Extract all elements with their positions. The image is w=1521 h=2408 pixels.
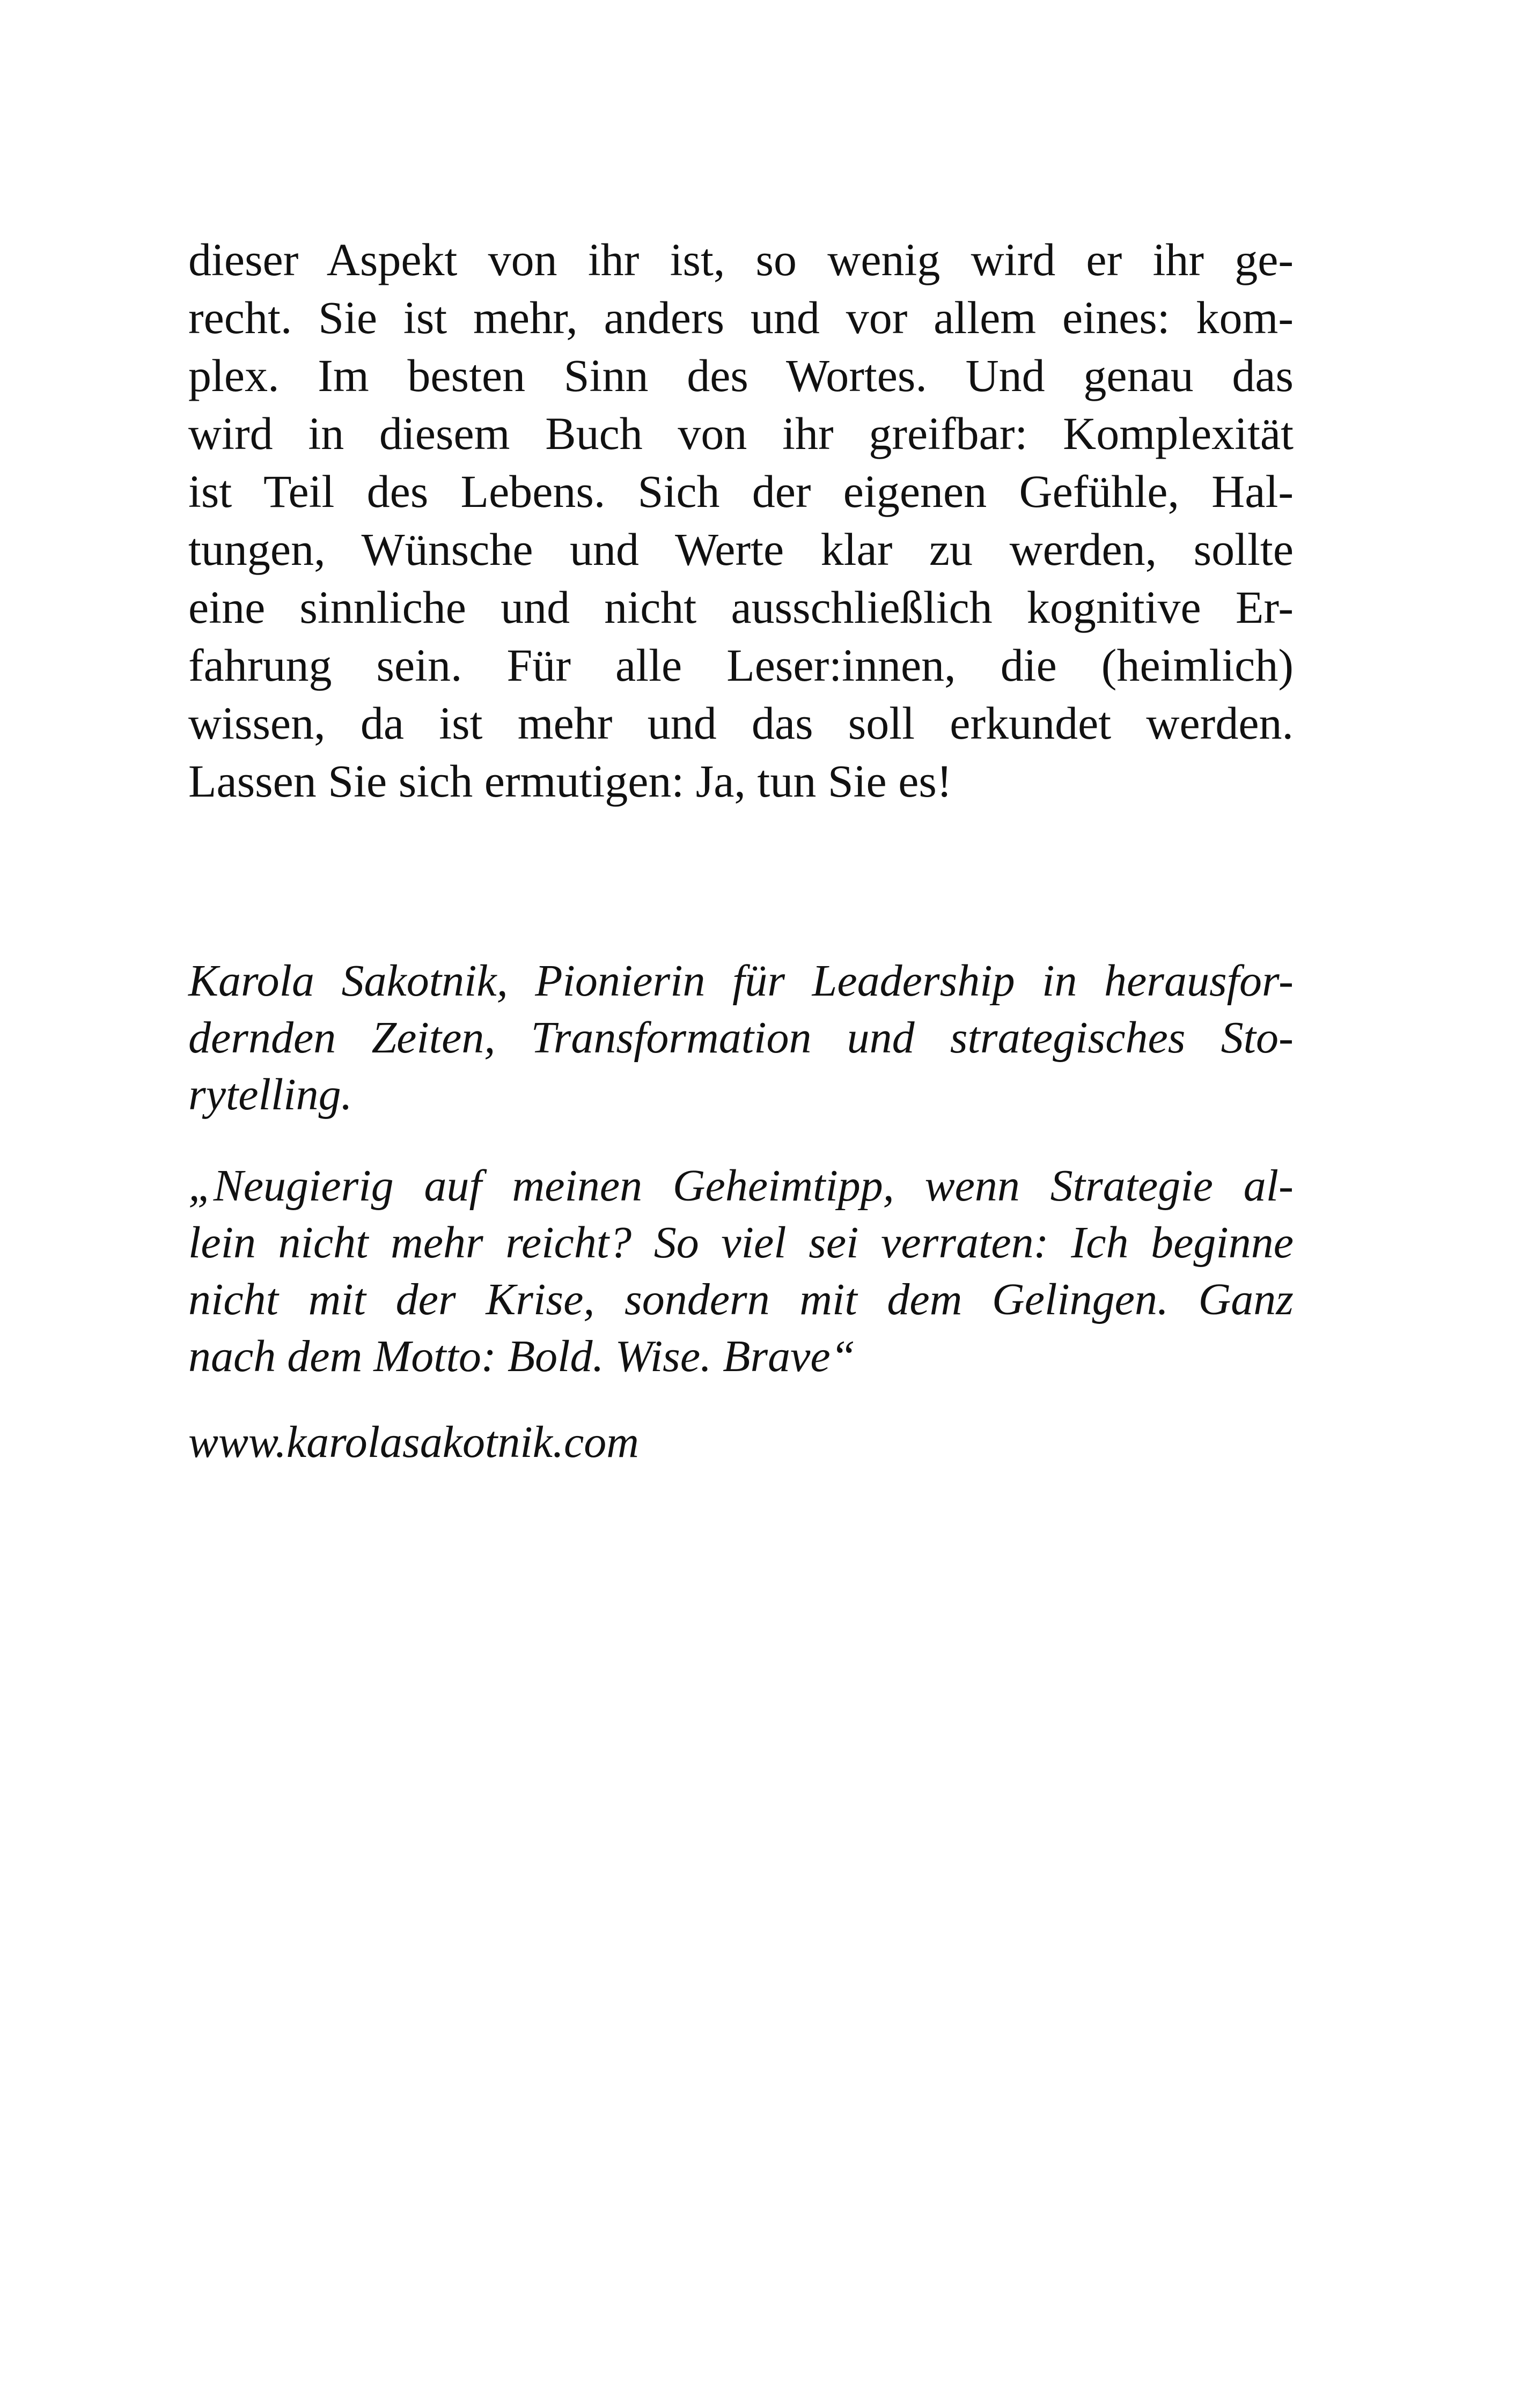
bio-line: rytelling. — [188, 1070, 352, 1120]
body-line: eine sinnliche und nicht ausschließlich kognitive Er- — [188, 581, 1294, 633]
bio-line: Karola Sakotnik, Pionierin für Leadership in herausfor- — [188, 956, 1294, 1006]
quote-line: lein nicht mehr reicht? So viel sei verraten: Ich beginne — [188, 1218, 1294, 1268]
author-bio — [188, 953, 1294, 1123]
body-line: Lassen Sie sich ermutigen: Ja, tun Sie es! — [188, 755, 952, 807]
body-line: wissen, da ist mehr und das soll erkundet werden. — [188, 697, 1294, 749]
author-quote — [188, 1158, 1294, 1385]
body-line: ist Teil des Lebens. Sich der eigenen Gefühle, Hal- — [188, 466, 1294, 517]
body-line: tungen, Wünsche und Werte klar zu werden, sollte — [188, 524, 1294, 575]
author-website — [188, 1414, 1294, 1471]
body-line: dieser Aspekt von ihr ist, so wenig wird er ihr ge- — [188, 234, 1294, 285]
quote-line: „Neugierig auf meinen Geheimtipp, wenn Strategie al- — [188, 1161, 1294, 1211]
body-line: plex. Im besten Sinn des Wortes. Und genau das — [188, 350, 1294, 401]
quote-line: nicht mit der Krise, sondern mit dem Gelingen. Ganz — [188, 1275, 1294, 1324]
body-line: recht. Sie ist mehr, anders und vor allem eines: kom- — [188, 292, 1294, 343]
body-line: wird in diesem Buch von ihr greifbar: Komplexität — [188, 408, 1294, 459]
bio-line: dernden Zeiten, Transformation und strategisches Sto- — [188, 1013, 1294, 1063]
quote-line: nach dem Motto: Bold. Wise. Brave“ — [188, 1331, 856, 1381]
website-link[interactable]: www.karolasakotnik.com — [188, 1417, 639, 1467]
body-paragraph — [188, 231, 1294, 810]
body-line: fahrung sein. Für alle Leser:innen, die (heimlich) — [188, 639, 1294, 691]
